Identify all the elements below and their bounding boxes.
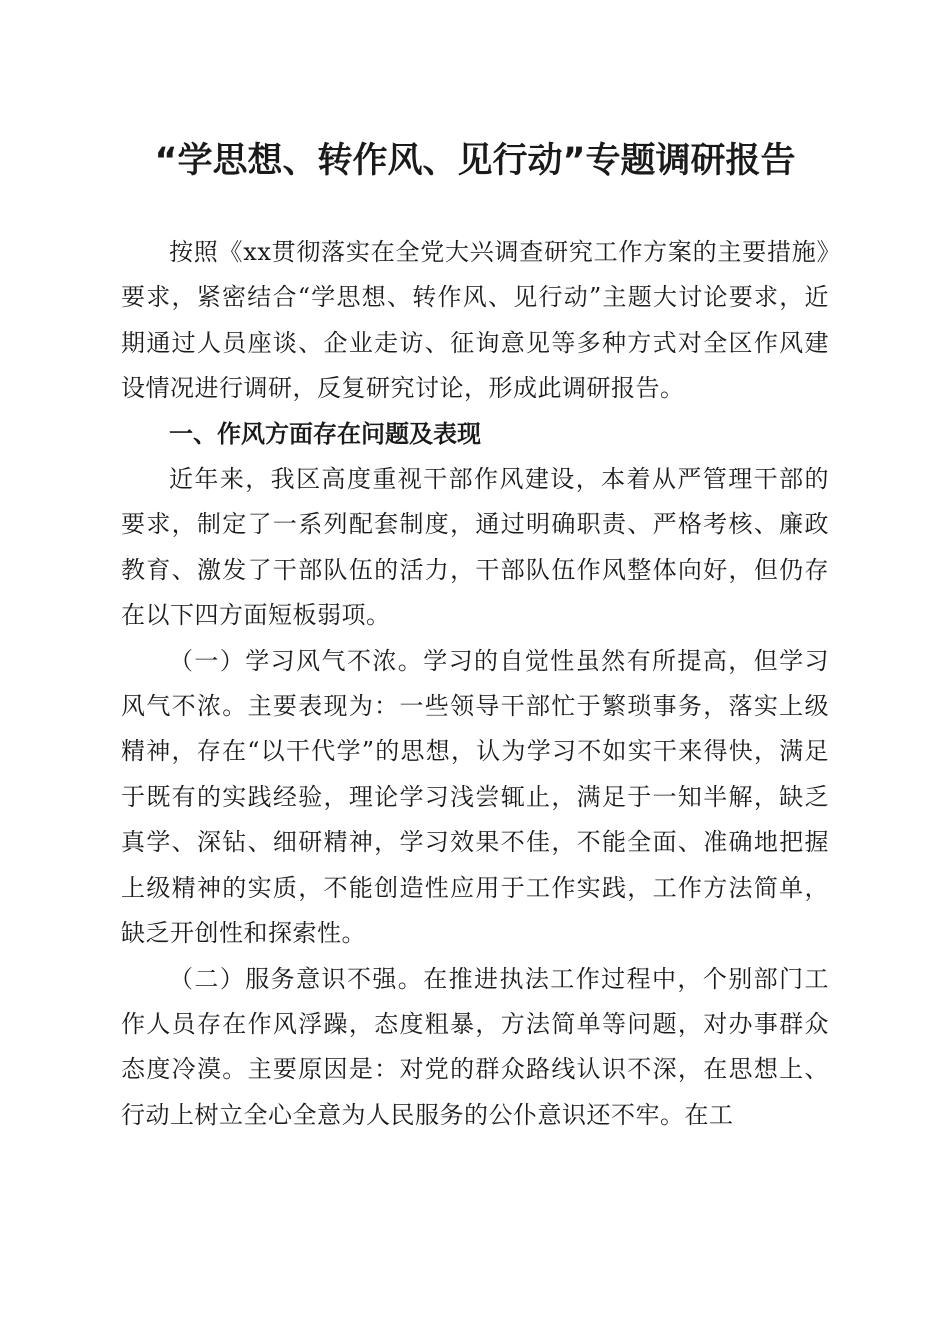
section-1-heading: 一、作风方面存在问题及表现 xyxy=(169,419,481,448)
item-2-paragraph xyxy=(121,957,829,1139)
item-1-lead: （一）学习风气不浓。 xyxy=(169,646,424,675)
item-2-body: 在推进执法工作过程中，个别部门工作人员存在作风浮躁，态度粗暴，方法简单等问题，对办事群众态度冷漠。主要原因是：对党的群众路线认识不深，在思想上、行动上树立全心全意为人民服务的公仆意识还不牢。在工 xyxy=(121,964,830,1129)
section-1-intro-paragraph: 近年来，我区高度重视干部作风建设，本着从严管理干部的要求，制定了一系列配套制度，通过明确职责、严格考核、廉政教育、激发了干部队伍的活力，干部队伍作风整体向好，但仍存在以下四方面短板弱项。 xyxy=(121,465,829,630)
item-1-paragraph xyxy=(121,639,829,957)
item-2-lead: （二）服务意识不强。 xyxy=(169,964,424,993)
item-1-body: 学习的自觉性虽然有所提高，但学习风气不浓。主要表现为：一些领导干部忙于繁琐事务，落实上级精神，存在“以干代学”的思想，认为学习不如实干来得快，满足于既有的实践经验，理论学习浅尝辄止，满足于一知半解，缺乏真学、深钻、细研精神，学习效果不佳，不能全面、准确地把握上级精神的实质，不能创造性应用于工作实践，工作方法简单，缺乏开创性和探索性。 xyxy=(121,646,830,948)
intro-paragraph: 按照《xx贯彻落实在全党大兴调查研究工作方案的主要措施》要求，紧密结合“学思想、转作风、见行动”主题大讨论要求，近期通过人员座谈、企业走访、征询意见等多种方式对全区作风建设情况进行调研，反复研究讨论，形成此调研报告。 xyxy=(121,238,829,403)
document-title: “学思想、转作风、见行动”专题调研报告 xyxy=(154,141,796,181)
document-body xyxy=(121,230,829,1138)
